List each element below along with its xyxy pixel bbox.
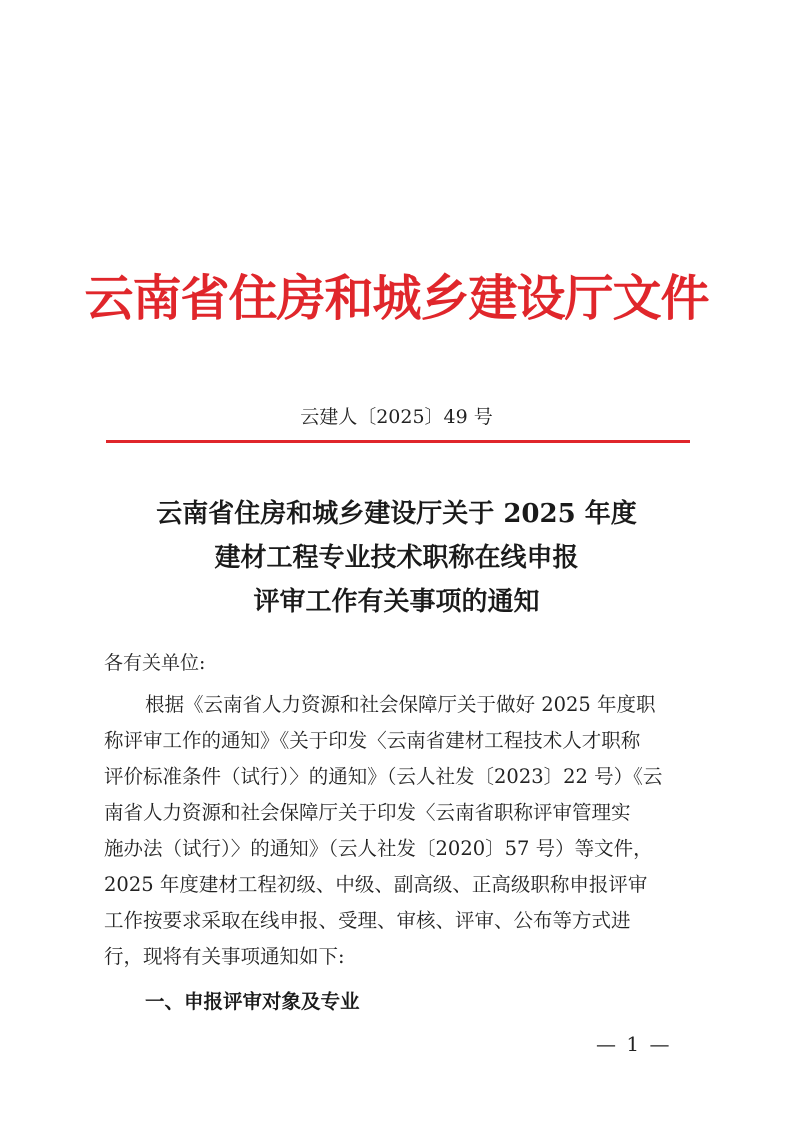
paragraph-line: 南省人力资源和社会保障厅关于印发〈云南省职称评审管理实 bbox=[104, 801, 631, 824]
paragraph-line: 根据《云南省人力资源和社会保障厅关于做好 2025 年度职 bbox=[145, 693, 656, 716]
notice-title-line-1: 云南省住房和城乡建设厅关于 2025 年度 bbox=[156, 499, 637, 529]
salutation: 各有关单位: bbox=[104, 652, 206, 674]
paragraph-line: 称评审工作的通知》《关于印发〈云南省建材工程技术人才职称 bbox=[104, 729, 641, 752]
paragraph-line: 施办法（试行）〉的通知》（云人社发〔2020〕57 号）等文件， bbox=[104, 837, 653, 860]
document-number: 云建人〔2025〕49 号 bbox=[300, 406, 493, 428]
paragraph-line: 评价标准条件（试行）〉的通知》（云人社发〔2023〕22 号）《云 bbox=[104, 765, 663, 788]
paragraph-line: 工作按要求采取在线申报、受理、审核、评审、公布等方式进 bbox=[104, 909, 631, 932]
red-divider-line bbox=[106, 440, 690, 443]
section-heading: 一、申报评审对象及专业 bbox=[145, 990, 360, 1013]
notice-title-line-3: 评审工作有关事项的通知 bbox=[253, 587, 540, 617]
masthead-title: 云南省住房和城乡建设厅文件 bbox=[84, 269, 709, 327]
paragraph-line: 2025 年度建材工程初级、中级、副高级、正高级职称申报评审 bbox=[104, 873, 648, 896]
notice-title-line-2: 建材工程专业技术职称在线申报 bbox=[214, 543, 579, 573]
page-number: — 1 — bbox=[596, 1032, 672, 1056]
paragraph-line: 行，现将有关事项通知如下: bbox=[104, 945, 345, 968]
